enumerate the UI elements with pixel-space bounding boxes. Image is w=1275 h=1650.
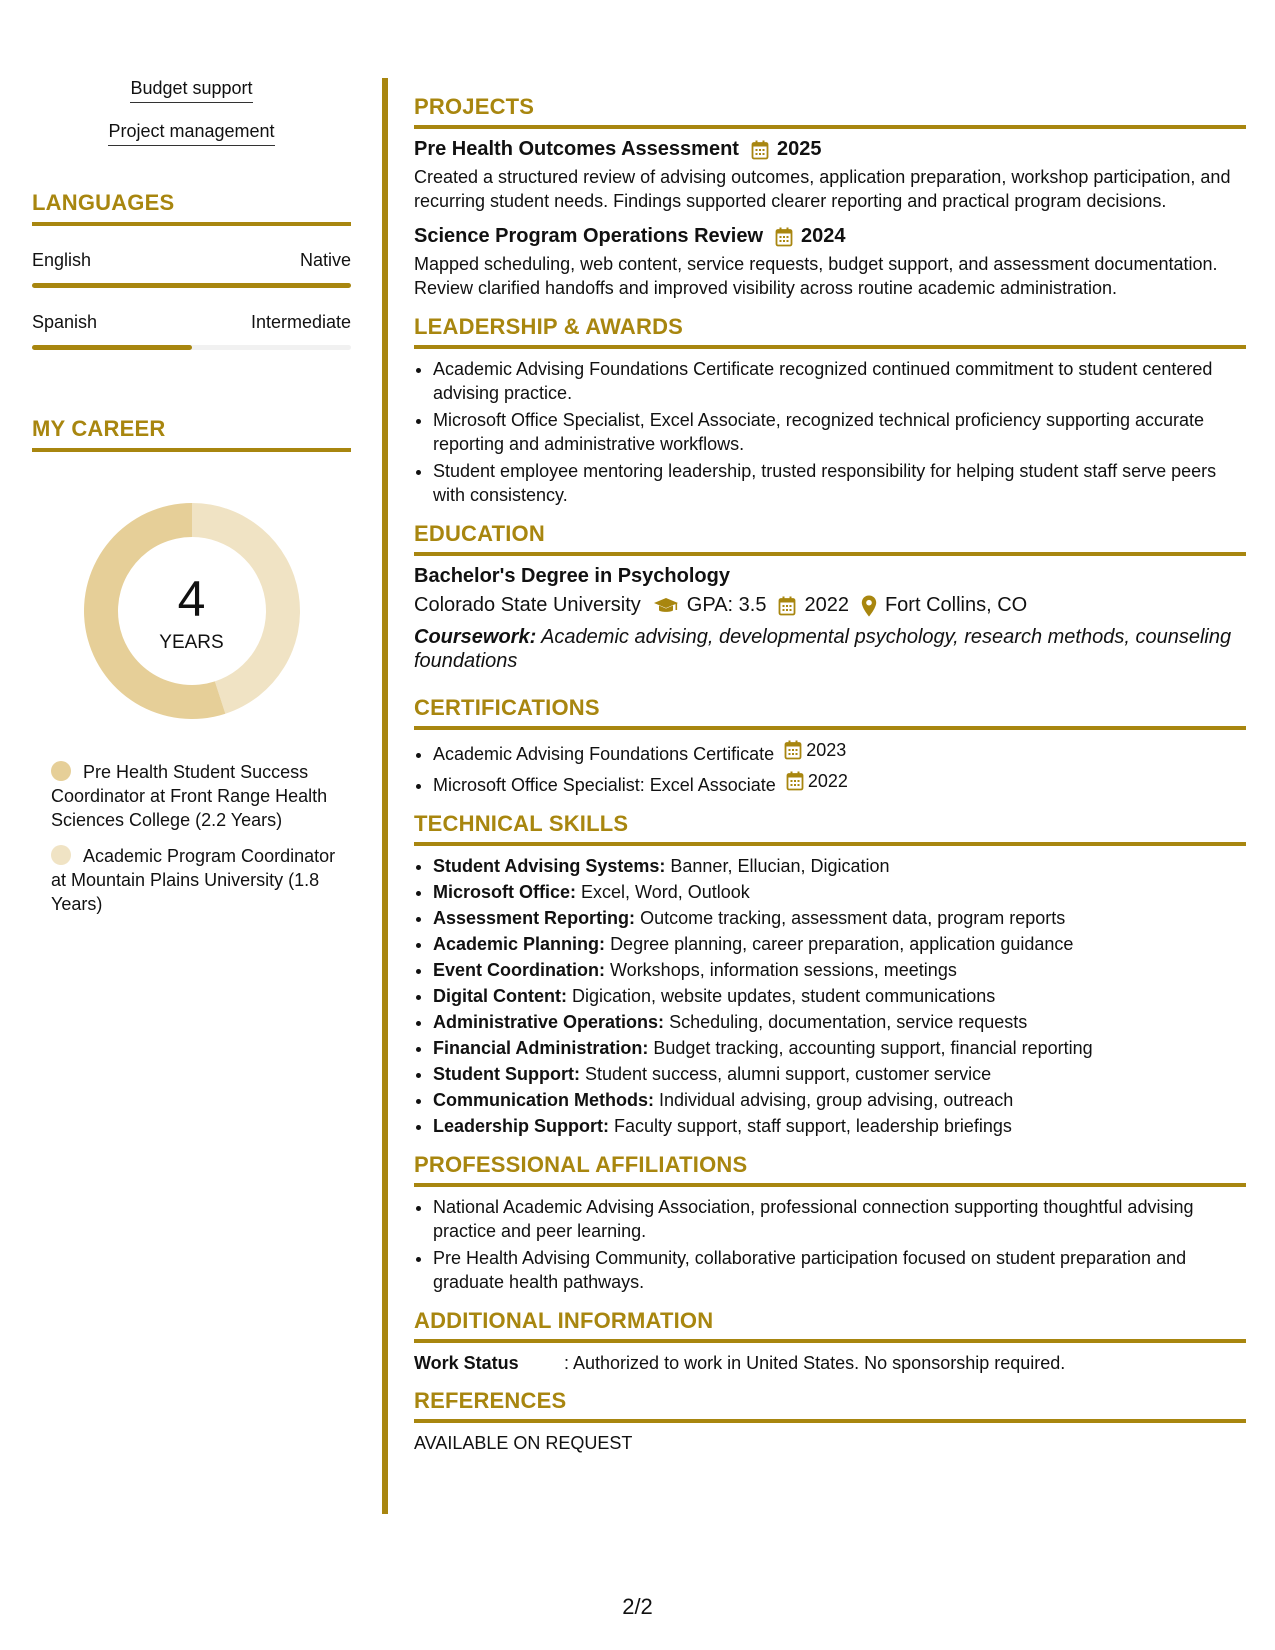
skill-item: • Digital Content: Digication, website updates, student communications <box>433 984 1246 1008</box>
affiliations-list <box>414 1195 1246 1294</box>
career-years-label: YEARS <box>159 632 224 653</box>
technical-skills-heading: TECHNICAL SKILLS <box>414 811 1246 846</box>
language-proficiency-bar <box>32 345 351 350</box>
list-item: • Microsoft Office Specialist, Excel Associate, recognized technical proficiency supporting accurate reporting and administrative workflows. <box>433 408 1246 456</box>
list-item: • Pre Health Advising Community, collaborative participation focused on student preparation and graduate health pathways. <box>433 1246 1246 1294</box>
project-item <box>414 225 1246 300</box>
language-level: Native <box>299 250 351 270</box>
leadership-list <box>414 357 1246 507</box>
skill-tag: Budget support <box>32 78 351 103</box>
degree-title: Bachelor's Degree in Psychology <box>414 565 730 587</box>
project-item <box>414 138 1246 213</box>
language-spanish <box>32 312 351 350</box>
languages-heading: LANGUAGES <box>32 190 351 226</box>
education-heading: EDUCATION <box>414 521 1246 556</box>
calendar-icon <box>784 740 802 760</box>
project-name: Science Program Operations Review <box>414 225 764 247</box>
skill-item: • Communication Methods: Individual advising, group advising, outreach <box>433 1088 1246 1112</box>
technical-skills-list <box>414 854 1246 1138</box>
career-heading: MY CAREER <box>32 416 351 452</box>
language-name: Spanish <box>32 312 98 332</box>
skill-item: • Academic Planning: Degree planning, career preparation, application guidance <box>433 932 1246 956</box>
project-name: Pre Health Outcomes Assessment <box>414 138 739 160</box>
career-donut-chart <box>77 496 307 726</box>
school-name: Colorado State University <box>414 594 641 616</box>
language-proficiency-fill <box>32 283 351 288</box>
career-item: Academic Program Coordinator at Mountain Plains University (1.8 Years) <box>51 846 336 914</box>
education-location: Fort Collins, CO <box>884 594 1028 616</box>
language-english <box>32 250 351 288</box>
legend-dot <box>51 761 71 781</box>
certification-item: • Academic Advising Foundations Certificate 2023 <box>433 738 1246 766</box>
calendar-icon <box>751 140 769 160</box>
main-content <box>414 94 1246 1454</box>
map-pin-icon <box>861 595 877 617</box>
references-text: AVAILABLE ON REQUEST <box>414 1433 633 1453</box>
calendar-icon <box>775 227 793 247</box>
work-status-value: : Authorized to work in United States. No sponsorship required. <box>564 1353 1066 1373</box>
column-divider <box>382 78 388 1514</box>
project-description: Created a structured review of advising outcomes, application preparation, workshop participation, and recurring student needs. Findings supported clearer reporting and practical program decisions. <box>414 167 1231 211</box>
skill-tag: Project management <box>32 121 351 146</box>
leadership-heading: LEADERSHIP & AWARDS <box>414 314 1246 349</box>
list-item: • Academic Advising Foundations Certificate recognized continued commitment to student centered advising practice. <box>433 357 1246 405</box>
career-total-years: 4 <box>177 571 206 627</box>
list-item: • National Academic Advising Association, professional connection supporting thoughtful advising practice and peer learning. <box>433 1195 1246 1243</box>
projects-heading: PROJECTS <box>414 94 1246 129</box>
project-description: Mapped scheduling, web content, service requests, budget support, and assessment documentation. Review clarified handoffs and improved visibility across routine academic administration. <box>414 254 1218 298</box>
page-number: 2/2 <box>622 1594 653 1619</box>
skill-item: • Financial Administration: Budget tracking, accounting support, financial reporting <box>433 1036 1246 1060</box>
calendar-icon <box>778 596 796 616</box>
language-proficiency-fill <box>32 345 192 350</box>
language-proficiency-bar <box>32 283 351 288</box>
skill-item: • Event Coordination: Workshops, information sessions, meetings <box>433 958 1246 982</box>
skill-item: • Leadership Support: Faculty support, staff support, leadership briefings <box>433 1114 1246 1138</box>
additional-info-heading: ADDITIONAL INFORMATION <box>414 1308 1246 1343</box>
language-name: English <box>32 250 92 270</box>
references-heading: REFERENCES <box>414 1388 1246 1423</box>
language-level: Intermediate <box>250 312 351 332</box>
skill-item: • Student Support: Student success, alumni support, customer service <box>433 1062 1246 1086</box>
certifications-list <box>414 738 1246 797</box>
project-year: 2025 <box>776 138 822 160</box>
affiliations-heading: PROFESSIONAL AFFILIATIONS <box>414 1152 1246 1187</box>
graduation-cap-icon <box>653 597 679 615</box>
calendar-icon <box>786 771 804 791</box>
graduation-year: 2022 <box>804 594 849 616</box>
education-details <box>414 594 1246 617</box>
certification-item: • Microsoft Office Specialist: Excel Associate 2022 <box>433 769 1246 797</box>
gpa: GPA: 3.5 <box>686 594 767 616</box>
legend-dot <box>51 845 71 865</box>
sidebar <box>32 78 351 916</box>
certifications-heading: CERTIFICATIONS <box>414 695 1246 730</box>
project-year: 2024 <box>801 225 846 247</box>
career-item: Pre Health Student Success Coordinator at Front Range Health Sciences College (2.2 Years) <box>51 762 328 830</box>
skill-item: • Microsoft Office: Excel, Word, Outlook <box>433 880 1246 904</box>
coursework: Coursework: Academic advising, developmental psychology, research methods, counseling foundations <box>414 626 1232 672</box>
list-item: • Student employee mentoring leadership, trusted responsibility for helping student staff serve peers with consistency. <box>433 459 1246 507</box>
skill-item: • Administrative Operations: Scheduling, documentation, service requests <box>433 1010 1246 1034</box>
career-list <box>32 760 351 916</box>
skill-item: • Assessment Reporting: Outcome tracking, assessment data, program reports <box>433 906 1246 930</box>
work-status-label: Work Status <box>414 1353 519 1373</box>
work-status-row <box>414 1353 1246 1374</box>
skill-item: • Student Advising Systems: Banner, Ellucian, Digication <box>433 854 1246 878</box>
